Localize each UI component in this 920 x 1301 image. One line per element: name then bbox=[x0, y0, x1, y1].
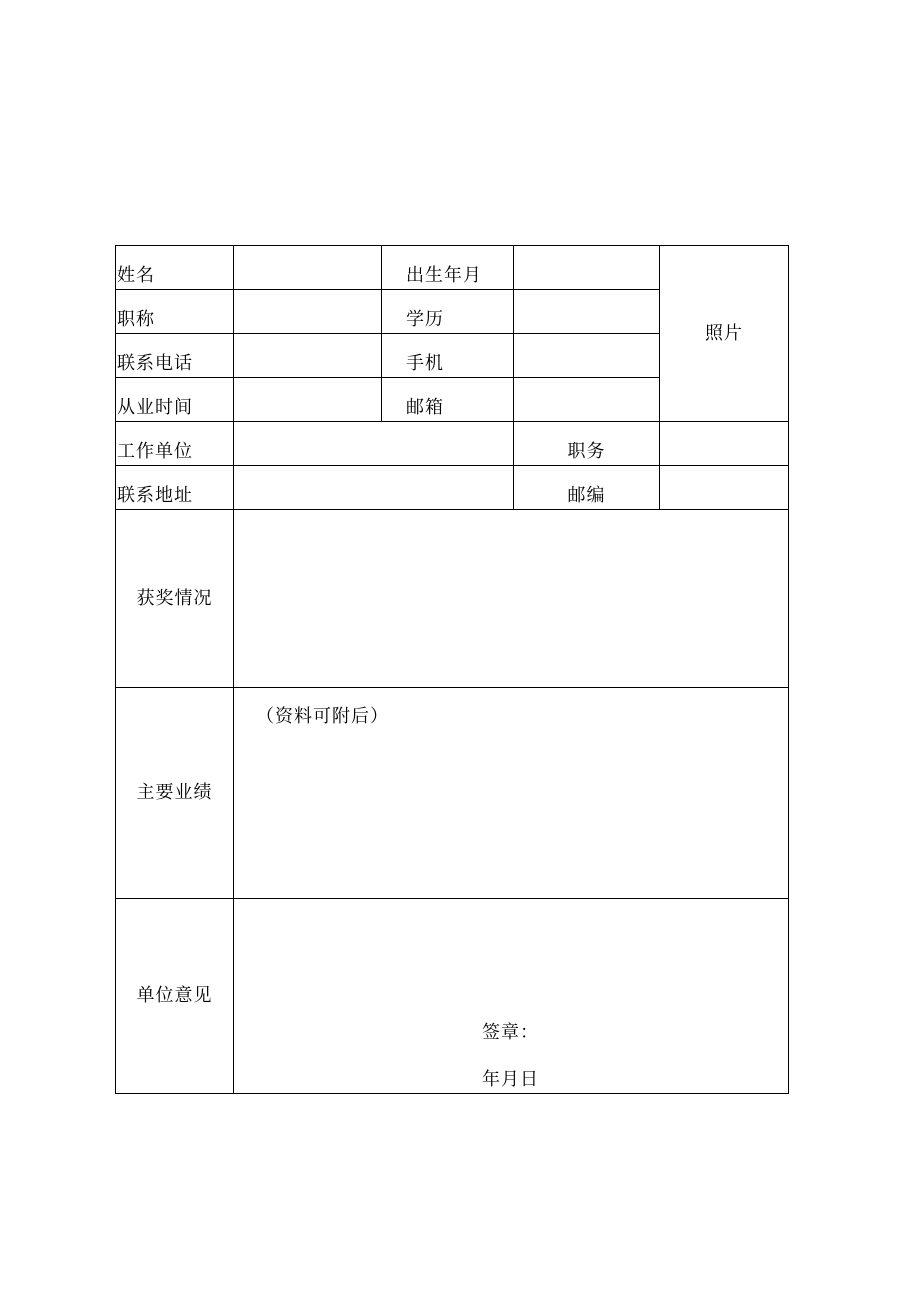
postcode-field[interactable] bbox=[660, 466, 789, 510]
title-field[interactable] bbox=[234, 290, 382, 334]
form-row-awards bbox=[116, 510, 789, 688]
form-row-unit-opinion bbox=[116, 899, 789, 1094]
postcode-label: 邮编 bbox=[514, 466, 660, 510]
position-field[interactable] bbox=[660, 422, 789, 466]
address-field[interactable] bbox=[234, 466, 514, 510]
email-field[interactable] bbox=[514, 378, 660, 422]
work-years-field[interactable] bbox=[234, 378, 382, 422]
date-label: 年月日 bbox=[482, 1069, 539, 1090]
work-years-label: 从业时间 bbox=[116, 378, 234, 422]
registration-form-table bbox=[115, 245, 789, 1094]
name-label: 姓名 bbox=[116, 246, 234, 290]
education-field[interactable] bbox=[514, 290, 660, 334]
unit-opinion-label: 单位意见 bbox=[116, 899, 234, 1094]
form-row-name bbox=[116, 246, 789, 290]
form-row-employer bbox=[116, 422, 789, 466]
photo-cell[interactable]: 照片 bbox=[660, 246, 789, 422]
title-label: 职称 bbox=[116, 290, 234, 334]
birth-field[interactable] bbox=[514, 246, 660, 290]
phone-label: 联系电话 bbox=[116, 334, 234, 378]
awards-label: 获奖情况 bbox=[116, 510, 234, 688]
form-row-achievements bbox=[116, 688, 789, 899]
form-row-address bbox=[116, 466, 789, 510]
unit-opinion-field[interactable] bbox=[234, 899, 789, 1094]
employer-label: 工作单位 bbox=[116, 422, 234, 466]
achievements-label: 主要业绩 bbox=[116, 688, 234, 899]
position-label: 职务 bbox=[514, 422, 660, 466]
phone-field[interactable] bbox=[234, 334, 382, 378]
employer-field[interactable] bbox=[234, 422, 514, 466]
achievements-field[interactable] bbox=[234, 688, 789, 899]
email-label: 邮箱 bbox=[382, 378, 514, 422]
awards-field[interactable] bbox=[234, 510, 789, 688]
address-label: 联系地址 bbox=[116, 466, 234, 510]
mobile-label: 手机 bbox=[382, 334, 514, 378]
birth-label: 出生年月 bbox=[382, 246, 514, 290]
education-label: 学历 bbox=[382, 290, 514, 334]
mobile-field[interactable] bbox=[514, 334, 660, 378]
signature-label: 签章： bbox=[482, 1022, 539, 1043]
name-field[interactable] bbox=[234, 246, 382, 290]
achievements-note: （资料可附后） bbox=[256, 706, 389, 727]
